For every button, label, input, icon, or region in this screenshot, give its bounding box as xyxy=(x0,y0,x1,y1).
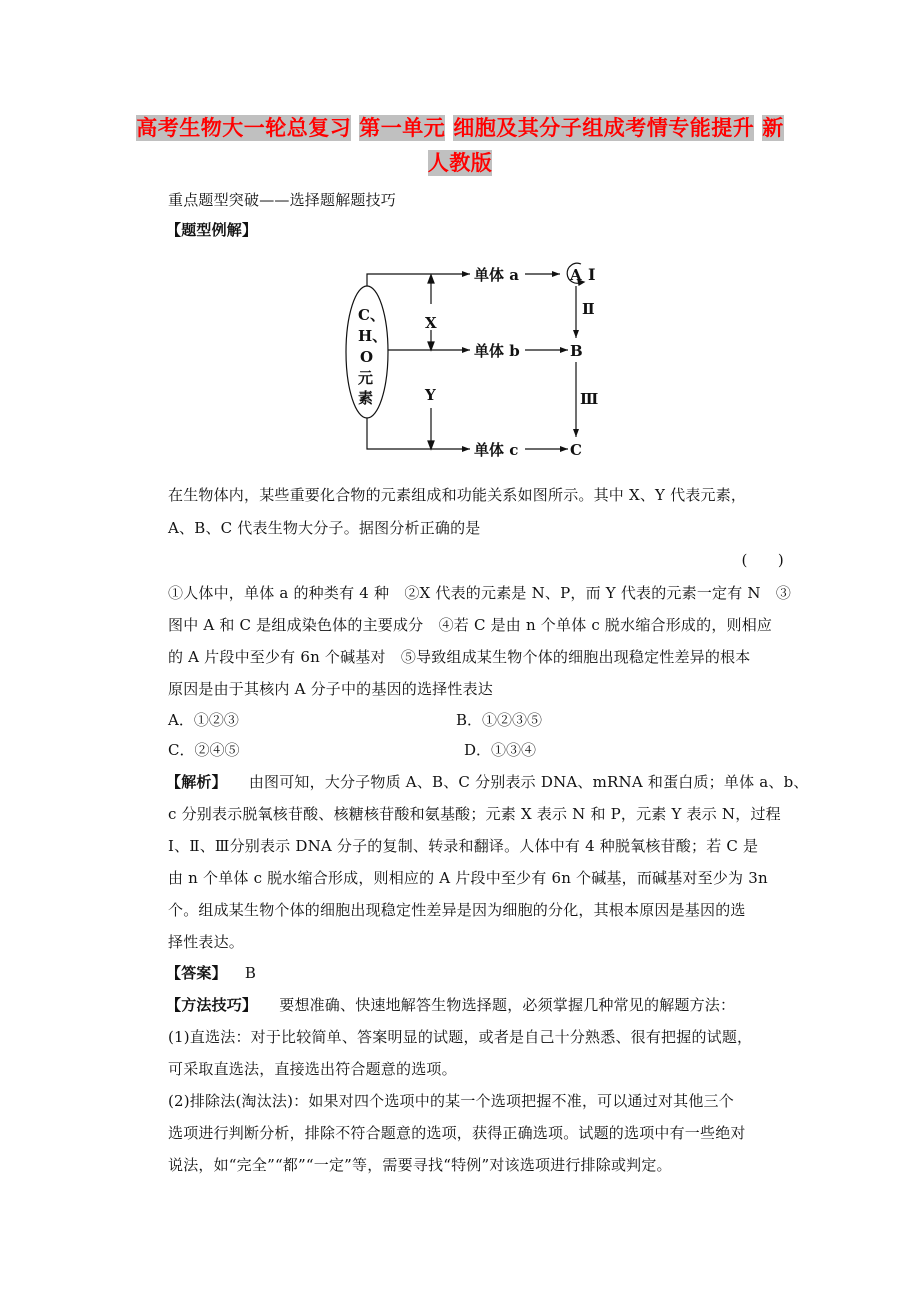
monomer-c: 单体 c xyxy=(474,441,519,459)
title-part: 细胞及其分子组成考情专能提升 xyxy=(453,116,755,140)
macromolecule-C: C xyxy=(570,441,582,459)
method-line-1 xyxy=(166,995,782,1015)
document-title-line-2 xyxy=(0,148,920,178)
analysis-line: 个。组成某生物个体的细胞出现稳定性差异是因为细胞的分化，其根本原因是基因的选 xyxy=(168,901,746,919)
analysis-text: 由图可知，大分子物质 A、B、C 分别表示 DNA、mRNA 和蛋白质；单体 a、b、 xyxy=(248,773,809,791)
option-b: B．①②③⑤ xyxy=(456,711,543,729)
analysis-line-1 xyxy=(166,772,809,792)
subheading-example: 【题型例解】 xyxy=(166,221,258,239)
answer-value: B xyxy=(244,964,257,982)
ellipse-label: 元 xyxy=(358,369,374,387)
analysis-line: 择性表达。 xyxy=(168,933,245,951)
option-d: D．①③④ xyxy=(464,741,537,759)
macromolecule-A: A xyxy=(570,266,582,284)
method-intro: 要想准确、快速地解答生物选择题，必须掌握几种常见的解题方法： xyxy=(279,996,736,1014)
title-part: 人教版 xyxy=(427,151,493,175)
question-stem-line: 在生物体内，某些重要化合物的元素组成和功能关系如图所示。其中 X、Y 代表元素， xyxy=(168,486,747,504)
title-part: 第一单元 xyxy=(359,116,446,140)
section-heading: 重点题型突破——选择题解题技巧 xyxy=(168,191,397,209)
process-I: Ⅰ xyxy=(588,265,596,284)
method-line: (2)排除法(淘汰法)：如果对四个选项中的某一个选项把握不准，可以通过对其他三个 xyxy=(168,1092,734,1110)
option-c: C．②④⑤ xyxy=(168,741,240,759)
monomer-a: 单体 a xyxy=(474,266,519,284)
title-part: 新 xyxy=(762,116,784,140)
ellipse-label: 素 xyxy=(358,389,374,407)
analysis-tag: 【解析】 xyxy=(166,773,227,791)
macromolecule-B: B xyxy=(570,342,583,360)
arrow-to-monomer-a xyxy=(367,274,470,286)
ellipse-label: C、 xyxy=(358,306,385,324)
analysis-line: 由 n 个单体 c 脱水缩合形成，则相应的 A 片段中至少有 6n 个碱基，而碱基对至少为 3n xyxy=(168,869,768,887)
option-a: A．①②③ xyxy=(168,711,239,729)
element-composition-diagram xyxy=(330,250,620,470)
label-x: X xyxy=(425,314,437,332)
analysis-line: c 分别表示脱氧核苷酸、核糖核苷酸和氨基酸；元素 X 表示 N 和 P，元素 Y 表示 N，过程 xyxy=(168,805,781,823)
answer-line xyxy=(166,963,782,983)
question-stem-line: A、B、C 代表生物大分子。据图分析正确的是 xyxy=(168,519,481,537)
method-line: 说法，如“完全”“都”“一定”等，需要寻找“特例”对该选项进行排除或判定。 xyxy=(168,1156,672,1174)
label-y: Y xyxy=(425,386,436,404)
title-part: 高考生物大一轮总复习 xyxy=(136,116,352,140)
ellipse-label: O xyxy=(360,348,374,366)
process-II: Ⅱ xyxy=(582,300,595,318)
method-line: 选项进行判断分析，排除不符合题意的选项，获得正确选项。试题的选项中有一些绝对 xyxy=(168,1124,746,1142)
ellipse-label: H、 xyxy=(358,327,388,345)
method-line: 可采取直选法，直接选出符合题意的选项。 xyxy=(168,1060,457,1078)
process-III: Ⅲ xyxy=(580,390,599,408)
arrow-to-monomer-c xyxy=(367,418,470,449)
statement-line: 的 A 片段中至少有 6n 个碱基对 ⑤导致组成某生物个体的细胞出现稳定性差异的根本 xyxy=(168,648,751,666)
analysis-line: Ⅰ、Ⅱ、Ⅲ分别表示 DNA 分子的复制、转录和翻译。人体中有 4 种脱氧核苷酸；若 C 是 xyxy=(168,837,759,855)
statement-line: 图中 A 和 C 是组成染色体的主要成分 ④若 C 是由 n 个单体 c 脱水缩合形成的，则相应 xyxy=(168,616,773,634)
method-tag: 【方法技巧】 xyxy=(166,996,258,1014)
answer-blank: ( ) xyxy=(741,551,784,569)
monomer-b: 单体 b xyxy=(474,342,520,360)
answer-tag: 【答案】 xyxy=(166,964,227,982)
statement-line: ①人体中，单体 a 的种类有 4 种 ②X 代表的元素是 N、P，而 Y 代表的元素一定有 N ③ xyxy=(168,584,792,602)
document-title-line-1 xyxy=(0,113,920,143)
statement-line: 原因是由于其核内 A 分子中的基因的选择性表达 xyxy=(168,680,493,698)
method-line: (1)直选法：对于比较简单、答案明显的试题，或者是自己十分熟悉、很有把握的试题， xyxy=(168,1028,753,1046)
